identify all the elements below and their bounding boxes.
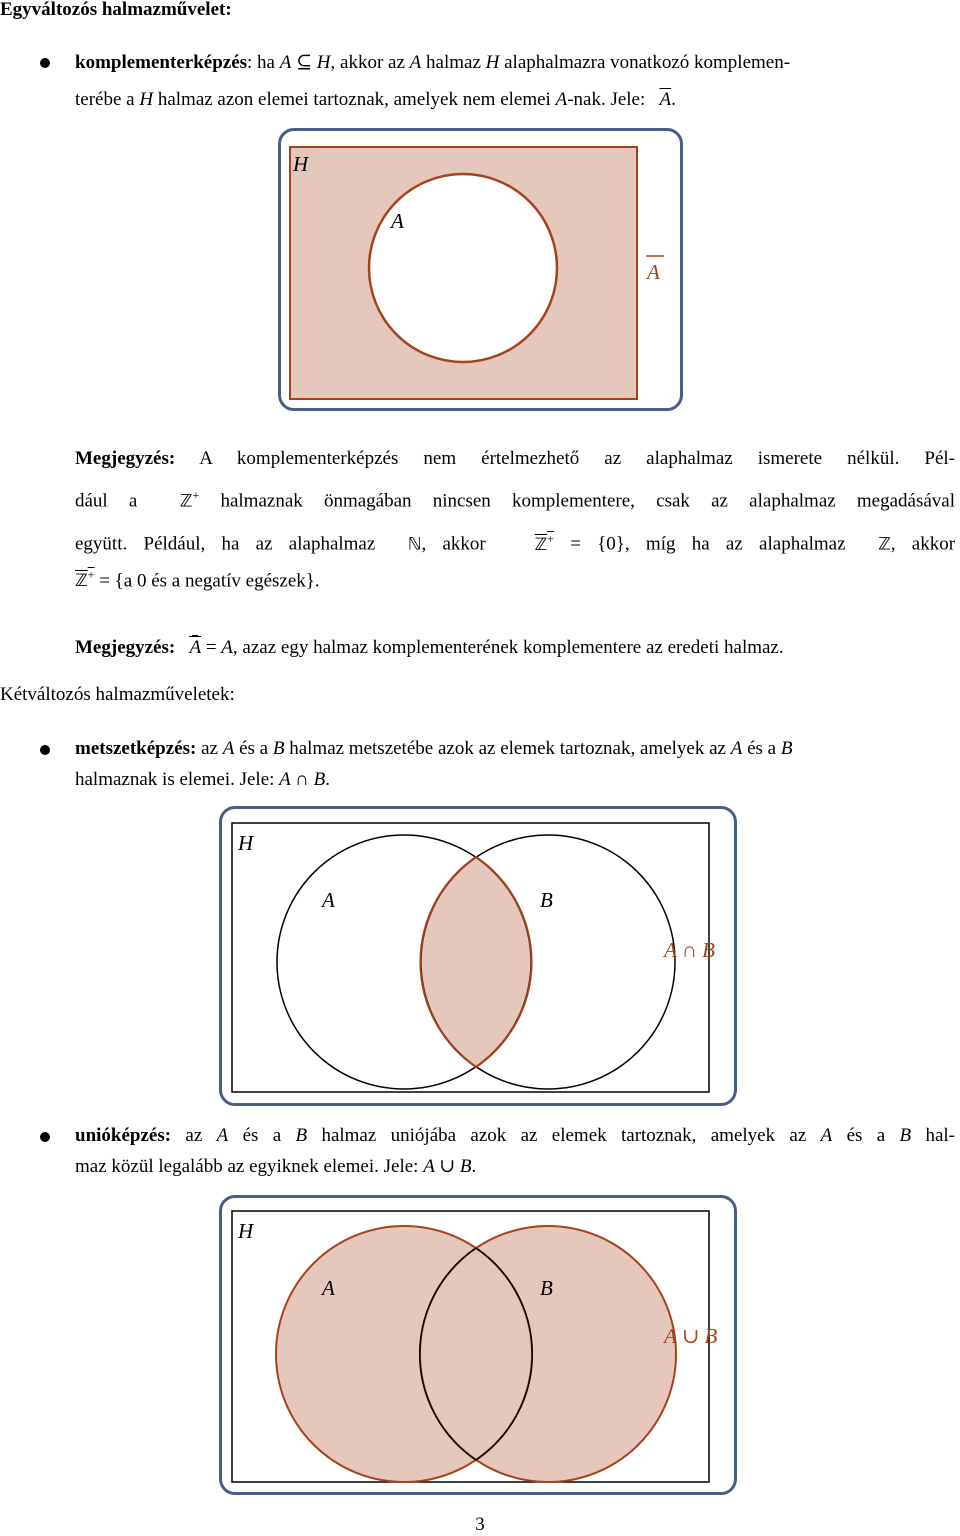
intersection-venn [222, 809, 734, 1103]
text: -nak. Jele: [567, 89, 651, 110]
integers-symbol: ℤ [534, 534, 548, 555]
text: és a [228, 1125, 296, 1146]
text: halmaznak önmagában nincsen komplementere, csak az alaphalmaz megadásával [199, 490, 956, 512]
text: alaphalmazra vonatkozó komplemen- [499, 52, 791, 73]
term-complement: komplementerképzés [75, 52, 248, 73]
math-a: A [555, 89, 568, 110]
text: , akkor az [330, 52, 410, 73]
label-h: H [238, 1219, 254, 1243]
text: . [671, 89, 676, 110]
text: = {0} [553, 533, 625, 555]
text: és a [742, 738, 781, 759]
text: , azaz egy halmaz komplementerének komplementere az eredeti halmaz. [232, 637, 784, 658]
math-a: A [730, 738, 743, 759]
math-a: A [221, 637, 233, 658]
math-a: A [216, 1125, 229, 1146]
term-intersection: metszetképzés: [75, 738, 197, 759]
double-complement-a: A [189, 637, 202, 658]
text: }. [305, 570, 320, 592]
text: hal- [911, 1125, 955, 1146]
label-b: B [540, 1276, 553, 1300]
text: halmaznak is elemei. Jele: [75, 769, 280, 790]
page-number: 3 [475, 1514, 485, 1535]
text: a 0 és a negatív egészek [123, 570, 306, 592]
text: , akkor [890, 533, 956, 555]
math-h: H [485, 52, 500, 73]
term-union: unióképzés: [75, 1125, 172, 1146]
label-h: H [238, 831, 254, 855]
text: és a [832, 1125, 900, 1146]
math-b: B [780, 738, 793, 759]
complement-definition [75, 44, 955, 118]
label-a: A [391, 209, 404, 233]
diagram-union [219, 1195, 737, 1495]
label-b: B [540, 888, 553, 912]
complement-venn [281, 131, 680, 408]
section-heading-binary: Kétváltozós halmazműveletek: [0, 684, 235, 705]
text: + [87, 568, 95, 582]
label-a: A [322, 1276, 335, 1300]
text: : ha [247, 52, 280, 73]
integers-symbol: ℤ [75, 571, 88, 592]
text: együtt. Például, ha az alaphalmaz [75, 533, 392, 555]
note-complement-context [75, 440, 955, 564]
intersection-definition [75, 733, 955, 795]
note-label: Megjegyzés: [75, 448, 176, 469]
note-complement-example [75, 560, 320, 597]
text: és a [234, 738, 273, 759]
note-double-complement [75, 632, 784, 663]
diagram-intersection [219, 806, 737, 1106]
complement-notation: $\overline{A}$ [659, 89, 672, 110]
text: + [192, 488, 200, 502]
math-b: B [272, 738, 285, 759]
bullet-dot [40, 1132, 50, 1142]
text: halmaz uniójába azok az elemek tartoznak, amelyek az [307, 1125, 821, 1146]
bullet-dot [40, 58, 50, 68]
text: az [171, 1125, 217, 1146]
text: . [325, 769, 331, 790]
naturals-symbol: ℕ [407, 534, 422, 555]
text: az [196, 738, 223, 759]
math-a: A [279, 52, 292, 73]
text: , míg ha az alaphalmaz [624, 533, 862, 555]
text: = [201, 637, 222, 658]
math-b: B [899, 1125, 912, 1146]
intersection-notation: A ∩ B [279, 769, 326, 790]
text: , akkor [421, 533, 502, 555]
label-complement: A [647, 260, 660, 284]
integers-symbol: ℤ [878, 534, 891, 555]
math-h: H [139, 89, 154, 110]
union-definition [75, 1120, 955, 1151]
set-b-fill [420, 1226, 676, 1482]
text: maz közül legalább az egyiknek elemei. Jele: [75, 1156, 424, 1177]
text: = { [94, 570, 124, 592]
math-b: B [295, 1125, 308, 1146]
label-a: A [322, 888, 335, 912]
section-heading-unary: Egyváltozós halmazművelet: [0, 0, 232, 20]
text: . [471, 1156, 477, 1177]
text: A komplementerképzés nem értelmezhető az alaphalmaz ismerete nélkül. Pél- [175, 448, 955, 469]
label-operation: A ∪ B [664, 1324, 718, 1348]
math-a: A [222, 738, 235, 759]
subset-symbol: ⊆ [296, 52, 313, 73]
union-notation: A ∪ B [423, 1156, 472, 1177]
text: halmaz [421, 52, 486, 73]
set-a-circle [369, 174, 557, 362]
union-definition-line2 [75, 1151, 476, 1182]
math-h: H [316, 52, 331, 73]
diagram-complement [278, 128, 683, 411]
text: + [547, 531, 554, 546]
math-a: A [409, 52, 422, 73]
note-label: Megjegyzés: [75, 637, 176, 658]
math-a: A [820, 1125, 833, 1146]
text: dául a [75, 490, 159, 512]
label-h: H [293, 152, 309, 176]
integers-symbol: ℤ [179, 491, 193, 512]
bullet-dot [40, 745, 50, 755]
text: halmaz azon elemei tartoznak, amelyek nem elemei [153, 89, 556, 110]
union-venn [222, 1198, 734, 1492]
text: halmaz metszetébe azok az elemek tartoznak, amelyek az [284, 738, 731, 759]
label-operation: A ∩ B [664, 938, 715, 962]
text: terébe a [75, 89, 140, 110]
